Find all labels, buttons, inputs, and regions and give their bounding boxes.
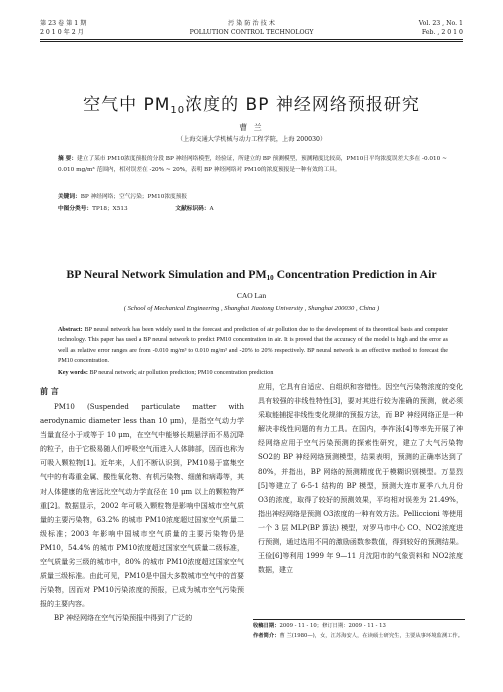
keywords-cn: 关键词：BP 神经网络；空气污染；PM10浓度预报 — [58, 194, 188, 200]
author-en: CAO Lan — [236, 291, 267, 300]
paragraph: BP 神经网络在空气污染预报中得到了广泛的 — [54, 614, 193, 623]
body-left-column — [40, 400, 244, 626]
date-cn: 2 0 1 0 年 2 月 — [40, 29, 84, 36]
header-rule-top — [40, 39, 463, 40]
received-date: 收稿日期：2009 - 11 - 10；修订日期：2009 - 11 - 13 — [253, 623, 386, 629]
abstract-en: Abstract: BP neural network has been widely used in the forecast and prediction of air pollution due to the development of its theoretical basis and computer technology. This paper has used a BP neural network to predict PM10 concentration in air. It is proved that the accuracy of the model is high and the error as well as relative error ranges are from -0.010 mg/m³ to 0.010 mg/m³ and -20% to 20% respectively. BP neural network is an effective method to forecast the PM10 concentration. — [58, 327, 448, 364]
journal-name-en: POLLUTION CONTROL TECHNOLOGY — [189, 29, 314, 36]
section-heading: 前 言 — [40, 386, 59, 396]
paragraph: PM10 (Suspended particulate matter with aerodynamic diameter less than 10 μm)，是指空气动力学当量直径小于或等于 10 μm，在空气中能够长期悬浮而不易沉降的粒子，由于它极易随人们呼吸空气而进入人体肺部，因而也称为可吸入颗粒物[1]。近年来，人们不断认识到，PM10易于富集空气中的有毒重金属、酸性氧化物、有机污染物、细菌和病毒等，其对人体健康的危害远比空气动力学直径在 10 μm 以上的颗粒物严重[2]。数据显示，2002 年可吸入颗粒物是影响中国城市空气质量的主要污染物，63.2% 的城市 PM10浓度超过国家空气质量二级标准；2003 年影响中国城市空气质量的主要污染物仍是 PM10，54.4% 的城市 PM10浓度超过国家空气质量二级标准，空气质量劣三级的城市中，80% 的城市 PM10浓度超过国家空气质量三级标准。由此可见，PM10是中国大多数城市空气中的首要污染物，因而对 PM10污染浓度的预报，已成为城市空气污染预报的主要内容。 — [40, 403, 244, 609]
affiliation-cn: （上海交通大学机械与动力工程学院，上海 200030） — [176, 136, 327, 143]
volume-issue-en: Vol. 23 , No. 1 — [418, 20, 463, 27]
paragraph: 应用，它具有自适应、自组织和容错性。因空气污染物浓度的变化具有较强的非线性特性[3]，要对其进行较为准确的预测，就必须采取能捕捉非线性变化规律的预报方法，而 BP 神经网络正是一种解决非线性问题的有力工具。在国内，李祚泳[4]等率先开展了神经网络应用于空气污染预测的探索性研究，建立了大气污染物 SO2的 BP 神经网络预测模型，结果表明，预测的正确率达到了 80%，并指出，BP 网络的预测精度优于模糊识别模型。万显烈[5]等建立了 6-5-1 结构的 BP 模型，预测大连市夏季八九月份 O3的浓度，取得了较好的预测效果，平均相对误差为 21.49%，指出神经网络是预测 O3浓度的一种有效方法。Pelliccioni 等使用一个 3 层 MLP(BP 算法) 模型，对罗马市中心 CO、NO2浓度进行预测，通过选用不同的激励函数参数值，得到较好的预测结果。王俭[6]等利用 1999 年 9—11 月沈阳市的气象资料和 NO2浓度数据，建立 — [258, 383, 463, 575]
header-rule-bottom — [40, 41, 463, 42]
keywords-en: Key words: BP neural network; air pollution prediction; PM10 concentration prediction — [58, 370, 274, 376]
paper-title-cn: 空气中 PM10浓度的 BP 神经网络预报研究 — [83, 95, 420, 116]
author-cn: 曹 兰 — [239, 123, 264, 132]
abstract-cn: 摘 要：建立了某市 PM10浓度预报的分段 BP 神经网络模型，经验证，所建立的 BP 预测模型，预测精度比较高，PM10日平均浓度误差大多在 -0.010 ~ 0.010 mg/m³ 范围内，相对误差在 -20% ~ 20%，表明 BP 神经网络对 PM10的浓度预报是一种有效的工具。 — [58, 156, 447, 173]
affiliation-en: ( School of Mechanical Engineering , Shanghai Jiaotong University , Shanghai 200030 , China ) — [123, 305, 380, 312]
volume-issue-cn: 第 23 卷 第 1 期 — [40, 20, 87, 27]
journal-name-cn: 污 染 防 治 技 术 — [228, 20, 275, 27]
date-en: Feb. , 2 0 1 0 — [421, 29, 463, 36]
footnote — [253, 619, 465, 641]
classification-line: 中图分类号：TP18；X513 文献标识码：A — [58, 206, 214, 212]
body-right-column — [258, 380, 463, 577]
paper-title-en: BP Neural Network Simulation and PM10 Concentration Prediction in Air — [66, 267, 437, 282]
author-bio: 作者简介：曹 兰(1980—)，女，江苏海安人，在读硕士研究生，主要从事环境监测工作。 — [253, 632, 464, 639]
